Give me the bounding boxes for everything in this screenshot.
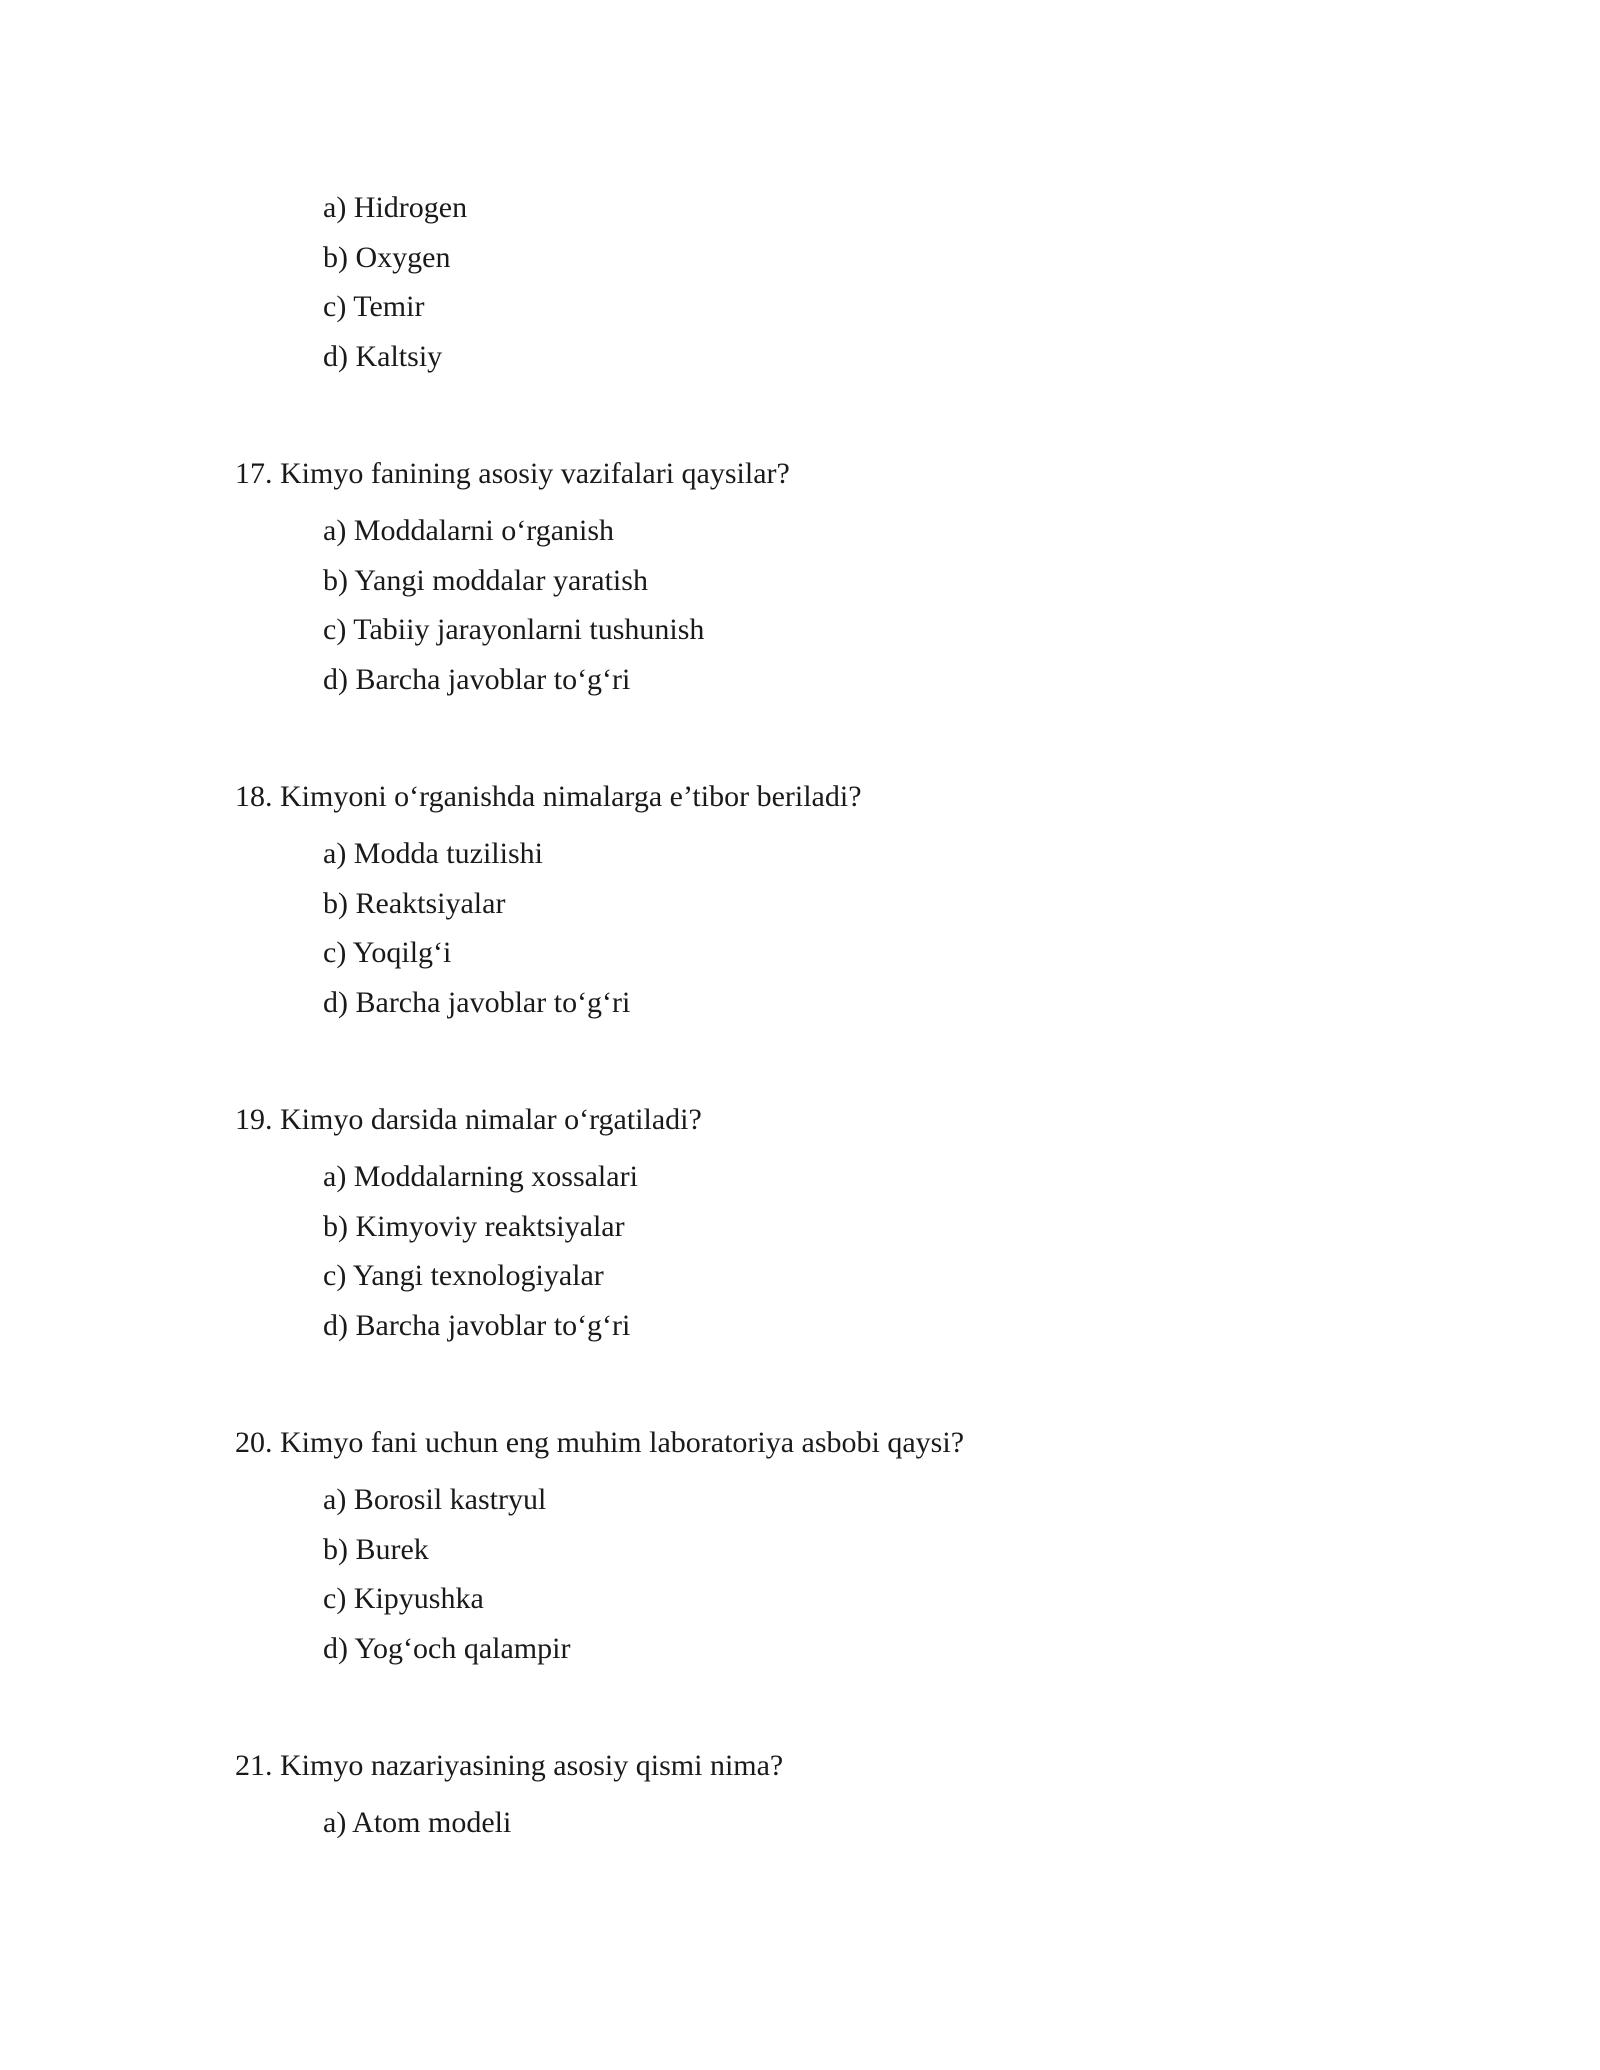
option-16-d: d) Kaltsiy [323, 340, 443, 373]
question-21: 21. Kimyo nazariyasining asosiy qismi nima? [235, 1749, 784, 1782]
option-20-b: b) Burek [323, 1533, 429, 1566]
option-17-c: c) Tabiiy jarayonlarni tushunish [323, 613, 705, 646]
option-18-a: a) Modda tuzilishi [323, 837, 543, 870]
option-17-a: a) Moddalarni o‘rganish [323, 514, 615, 547]
option-19-d: d) Barcha javoblar to‘g‘ri [323, 1309, 631, 1342]
option-19-c: c) Yangi texnologiyalar [323, 1259, 604, 1292]
option-18-d: d) Barcha javoblar to‘g‘ri [323, 986, 631, 1019]
question-18: 18. Kimyoni o‘rganishda nimalarga e’tibor beriladi? [235, 780, 862, 813]
option-16-b: b) Oxygen [323, 241, 451, 274]
option-16-c: c) Temir [323, 290, 425, 323]
option-18-c: c) Yoqilg‘i [323, 936, 452, 969]
option-16-a: a) Hidrogen [323, 191, 468, 224]
option-17-b: b) Yangi moddalar yaratish [323, 564, 648, 597]
option-19-a: a) Moddalarning xossalari [323, 1160, 638, 1193]
question-19: 19. Kimyo darsida nimalar o‘rgatiladi? [235, 1103, 702, 1136]
question-20: 20. Kimyo fani uchun eng muhim laboratoriya asbobi qaysi? [235, 1426, 965, 1459]
option-17-d: d) Barcha javoblar to‘g‘ri [323, 663, 631, 696]
question-17: 17. Kimyo fanining asosiy vazifalari qaysilar? [235, 457, 790, 490]
option-21-a: a) Atom modeli [323, 1806, 512, 1839]
option-19-b: b) Kimyoviy reaktsiyalar [323, 1210, 625, 1243]
option-20-c: c) Kipyushka [323, 1582, 484, 1615]
option-18-b: b) Reaktsiyalar [323, 887, 506, 920]
option-20-a: a) Borosil kastryul [323, 1483, 547, 1516]
option-20-d: d) Yog‘och qalampir [323, 1632, 571, 1665]
